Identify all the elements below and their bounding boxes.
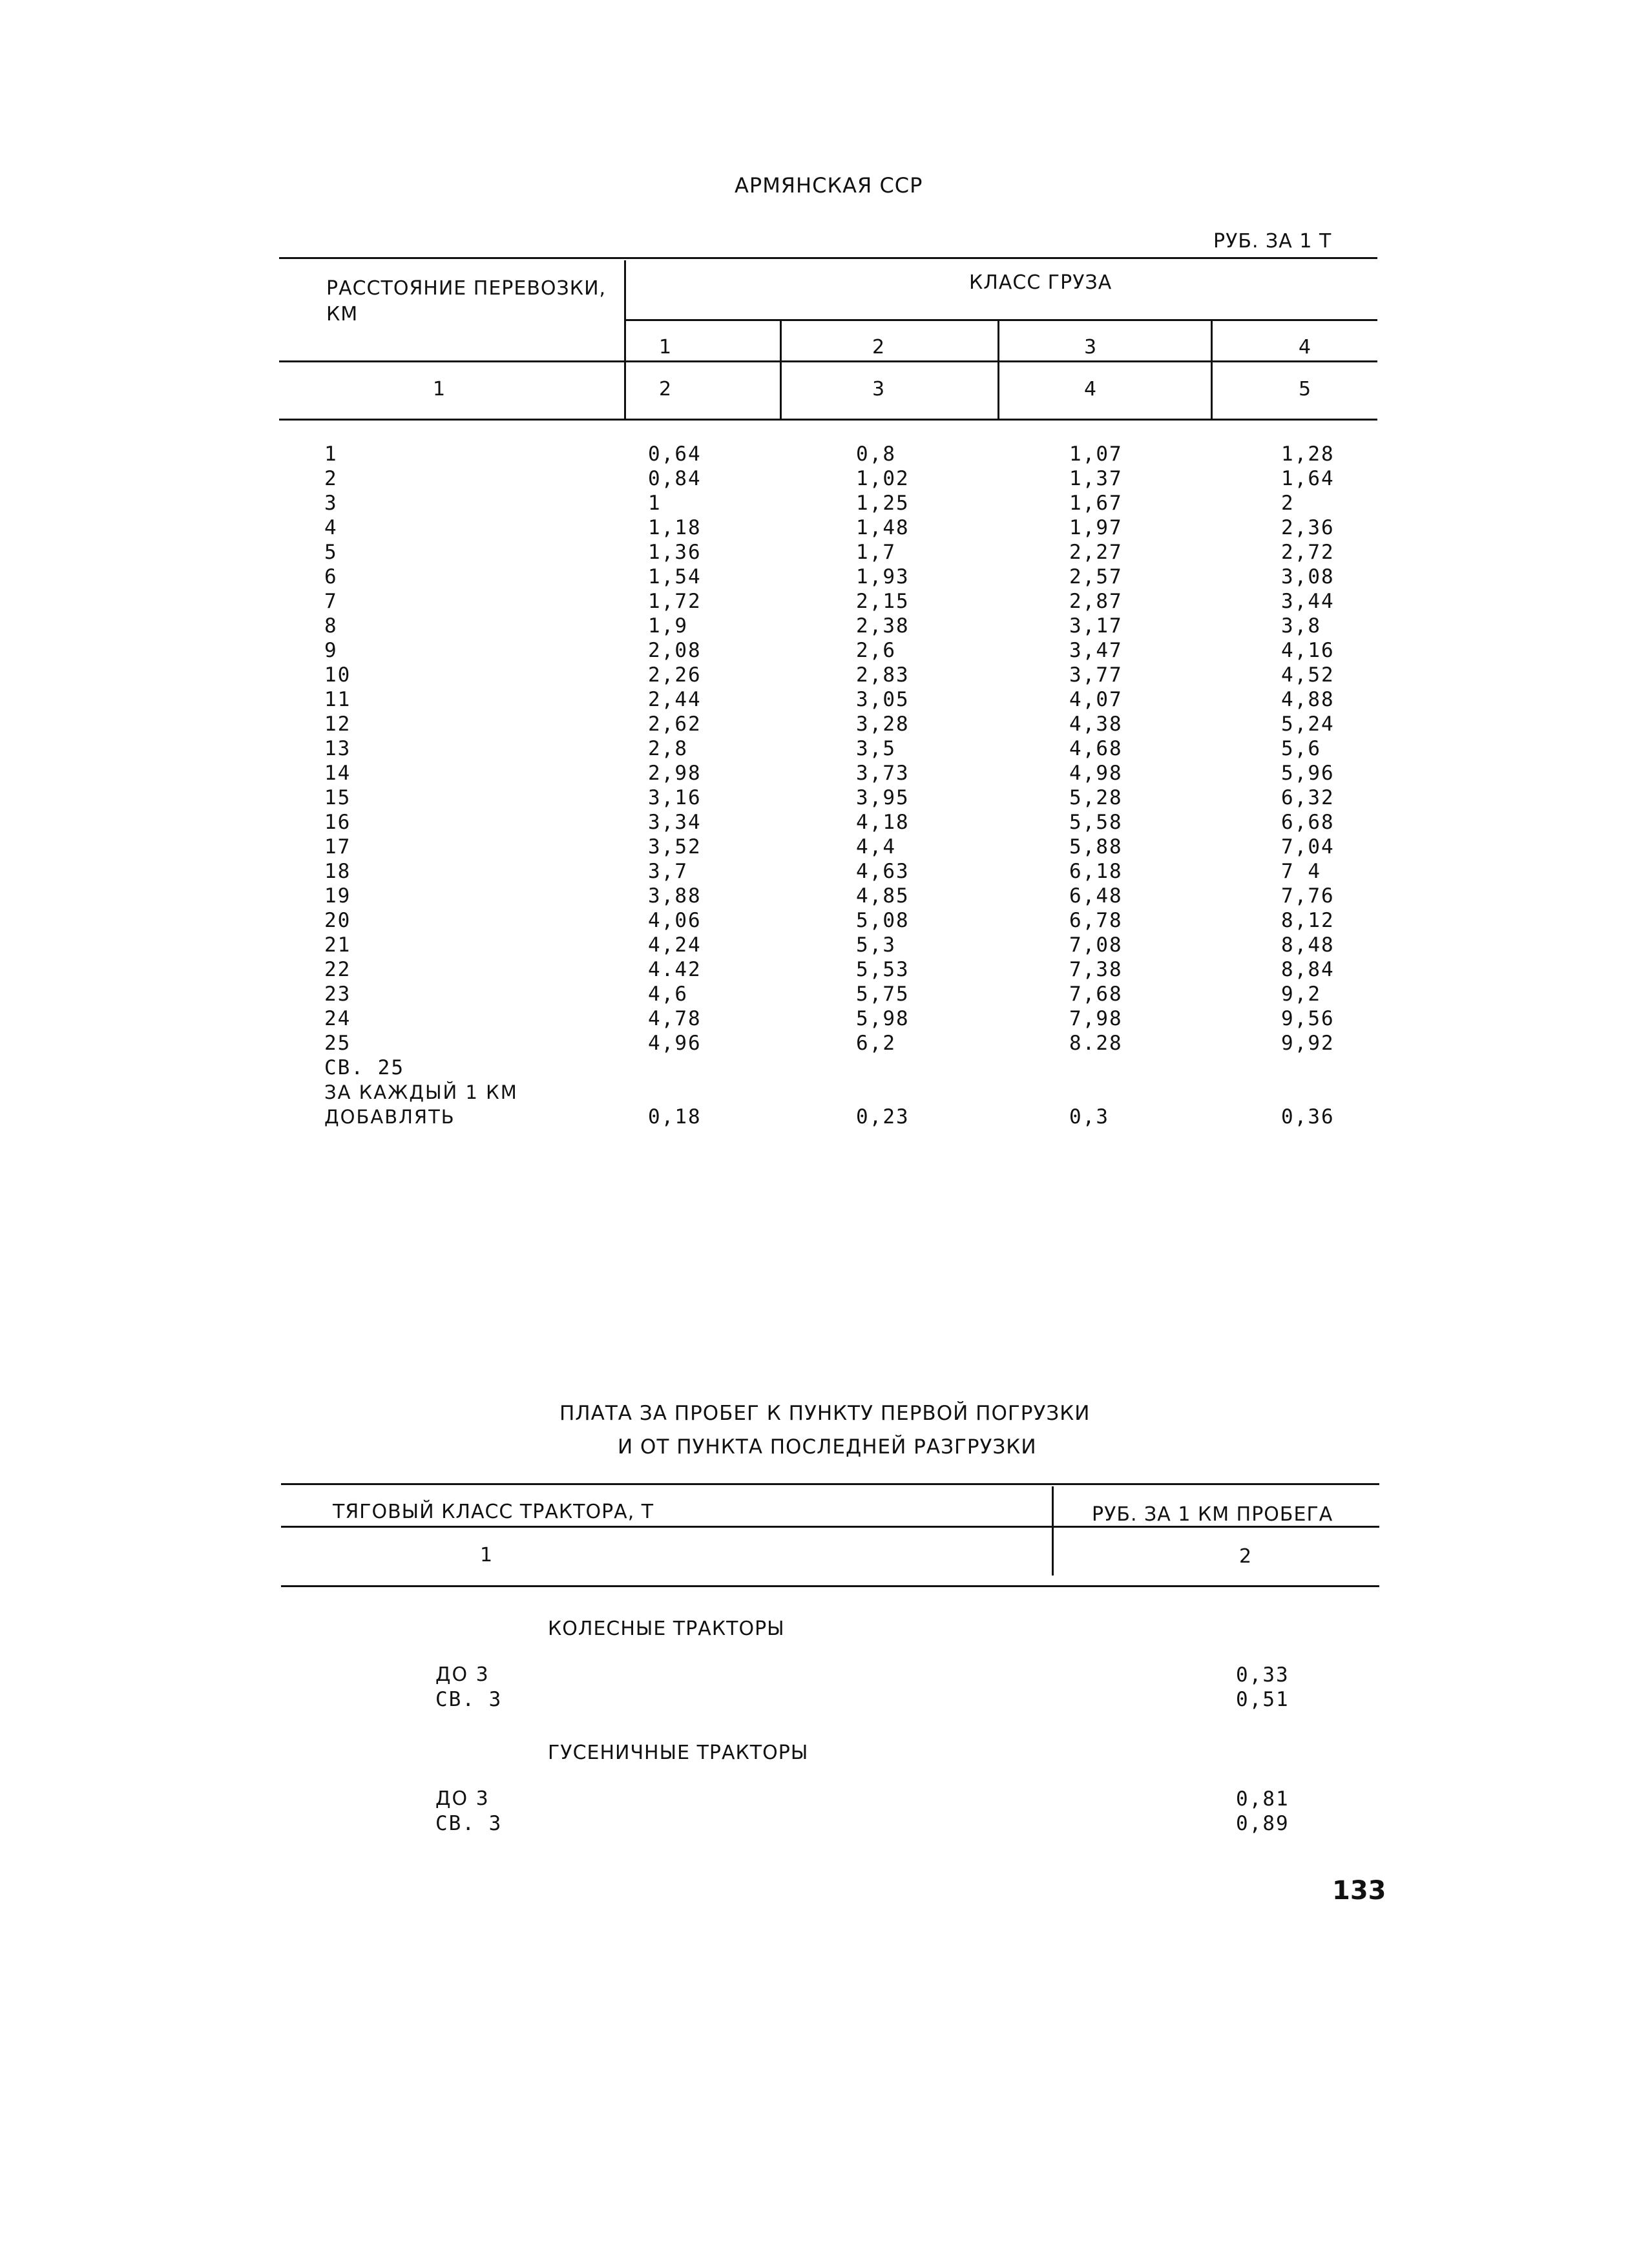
column-number-3: 3	[872, 378, 886, 401]
tariff-cell-class-1: 1	[648, 492, 662, 515]
tariff-cell-class-4: 3,08	[1281, 565, 1335, 588]
tariff-cell-class-1: 2,8	[648, 737, 688, 760]
tariff-cell-class-3: 2,87	[1069, 590, 1123, 613]
tariff-cell-class-4: 9,56	[1281, 1007, 1335, 1030]
tariff-cell-class-2: 3,73	[856, 762, 910, 785]
class-number-3: 3	[1084, 336, 1098, 359]
distance-cell: 8	[324, 614, 338, 638]
section2-col2-header: РУБ. ЗА 1 КМ ПРОБЕГА	[1092, 1503, 1333, 1526]
distance-cell: 9	[324, 639, 338, 662]
section2-title-line1: ПЛАТА ЗА ПРОБЕГ К ПУНКТУ ПЕРВОЙ ПОГРУЗКИ	[559, 1402, 1091, 1425]
distance-cell: 13	[324, 737, 351, 760]
tariff-cell-class-2: 3,05	[856, 688, 910, 711]
table-top-rule	[279, 257, 1377, 259]
column-number-1: 1	[433, 378, 446, 401]
extra-line-2: ЗА КАЖДЫЙ 1 КМ	[324, 1081, 518, 1103]
tariff-cell-class-2: 5,08	[856, 909, 910, 932]
tariff-cell-class-2: 2,6	[856, 639, 896, 662]
group1-row1-value: 0,33	[1236, 1663, 1290, 1687]
tariff-cell-class-1: 4,06	[648, 909, 702, 932]
distance-cell: 10	[324, 663, 351, 687]
class-number-1: 1	[659, 336, 673, 359]
tariff-cell-class-1: 1,54	[648, 565, 702, 588]
class-number-4: 4	[1299, 336, 1312, 359]
tariff-cell-class-2: 5,98	[856, 1007, 910, 1030]
section2-top-rule	[281, 1483, 1379, 1485]
distance-cell: 17	[324, 835, 351, 858]
tariff-cell-class-2: 3,5	[856, 737, 896, 760]
tariff-cell-class-2: 3,28	[856, 713, 910, 736]
tariff-cell-class-3: 1,07	[1069, 442, 1123, 466]
section2-divider	[1052, 1486, 1054, 1576]
distance-cell: 21	[324, 933, 351, 957]
class-rule	[626, 319, 1377, 321]
extra-line-3: ДОБАВЛЯТЬ	[324, 1106, 455, 1128]
column-number-2: 2	[659, 378, 673, 401]
tariff-cell-class-3: 7,38	[1069, 958, 1123, 981]
tariff-cell-class-3: 6,18	[1069, 860, 1123, 883]
extra-value-1: 0,18	[648, 1105, 702, 1129]
group2-row1-value: 0,81	[1236, 1787, 1290, 1811]
tariff-cell-class-3: 4,38	[1069, 713, 1123, 736]
tariff-cell-class-4: 7,76	[1281, 884, 1335, 908]
extra-value-3: 0,3	[1069, 1105, 1109, 1129]
distance-cell: 25	[324, 1032, 351, 1055]
tariff-cell-class-4: 8,84	[1281, 958, 1335, 981]
tariff-cell-class-1: 1,18	[648, 516, 702, 539]
tariff-cell-class-1: 4.42	[648, 958, 702, 981]
tariff-cell-class-3: 6,78	[1069, 909, 1123, 932]
tariff-cell-class-2: 3,95	[856, 786, 910, 809]
tariff-cell-class-2: 1,7	[856, 541, 896, 564]
header-bottom-rule	[279, 419, 1377, 421]
distance-cell: 5	[324, 541, 338, 564]
tariff-cell-class-1: 4,96	[648, 1032, 702, 1055]
distance-cell: 7	[324, 590, 338, 613]
tariff-cell-class-3: 6,48	[1069, 884, 1123, 908]
group2-row1-label: ДО 3	[435, 1787, 490, 1810]
tariff-cell-class-1: 1,36	[648, 541, 702, 564]
tariff-cell-class-3: 5,28	[1069, 786, 1123, 809]
tariff-cell-class-2: 1,93	[856, 565, 910, 588]
tariff-cell-class-4: 7,04	[1281, 835, 1335, 858]
tariff-cell-class-1: 0,84	[648, 467, 702, 490]
extra-value-4: 0,36	[1281, 1105, 1335, 1129]
section2-col1-header: ТЯГОВЫЙ КЛАСС ТРАКТОРА, Т	[333, 1501, 654, 1523]
tariff-cell-class-1: 4,78	[648, 1007, 702, 1030]
tariff-cell-class-1: 2,26	[648, 663, 702, 687]
section2-column-number-2: 2	[1239, 1545, 1253, 1568]
tariff-cell-class-4: 9,92	[1281, 1032, 1335, 1055]
tariff-cell-class-1: 2,62	[648, 713, 702, 736]
distance-header: РАССТОЯНИЕ ПЕРЕВОЗКИ, КМ	[326, 277, 607, 326]
tariff-cell-class-3: 4,98	[1069, 762, 1123, 785]
distance-cell: 4	[324, 516, 338, 539]
tariff-cell-class-3: 4,07	[1069, 688, 1123, 711]
tariff-cell-class-4: 5,24	[1281, 713, 1335, 736]
page-number: 133	[1332, 1876, 1386, 1906]
tariff-cell-class-2: 4,63	[856, 860, 910, 883]
page-title: АРМЯНСКАЯ ССР	[735, 173, 923, 198]
tariff-cell-class-4: 5,96	[1281, 762, 1335, 785]
class-number-2: 2	[872, 336, 886, 359]
tariff-cell-class-4: 8,48	[1281, 933, 1335, 957]
tariff-cell-class-4: 1,64	[1281, 467, 1335, 490]
tariff-cell-class-4: 4,88	[1281, 688, 1335, 711]
distance-cell: 14	[324, 762, 351, 785]
tariff-cell-class-1: 2,44	[648, 688, 702, 711]
section2-header-rule	[281, 1526, 1379, 1528]
tariff-cell-class-3: 7,08	[1069, 933, 1123, 957]
tariff-cell-class-4: 2,36	[1281, 516, 1335, 539]
distance-cell: 19	[324, 884, 351, 908]
tariff-cell-class-4: 6,68	[1281, 811, 1335, 834]
tariff-cell-class-1: 3,88	[648, 884, 702, 908]
tariff-cell-class-3: 3,47	[1069, 639, 1123, 662]
tariff-cell-class-1: 0,64	[648, 442, 702, 466]
col-divider-4	[1211, 321, 1213, 419]
extra-line-1: СВ. 25	[324, 1056, 404, 1079]
tariff-cell-class-2: 5,53	[856, 958, 910, 981]
tariff-cell-class-4: 7 4	[1281, 860, 1321, 883]
cargo-class-header: КЛАСС ГРУЗА	[969, 271, 1112, 294]
distance-cell: 22	[324, 958, 351, 981]
tariff-cell-class-2: 1,25	[856, 492, 910, 515]
tariff-cell-class-1: 2,08	[648, 639, 702, 662]
distance-cell: 24	[324, 1007, 351, 1030]
distance-cell: 16	[324, 811, 351, 834]
tariff-cell-class-3: 2,57	[1069, 565, 1123, 588]
tariff-cell-class-3: 2,27	[1069, 541, 1123, 564]
group1-row2-label: СВ. 3	[435, 1688, 503, 1711]
tariff-cell-class-2: 4,85	[856, 884, 910, 908]
tariff-cell-class-4: 3,8	[1281, 614, 1321, 638]
distance-cell: 12	[324, 713, 351, 736]
col-divider-2	[780, 321, 782, 419]
group1-row1-label: ДО 3	[435, 1663, 490, 1686]
tariff-cell-class-2: 4,18	[856, 811, 910, 834]
tariff-cell-class-2: 1,02	[856, 467, 910, 490]
tariff-cell-class-2: 4,4	[856, 835, 896, 858]
tariff-cell-class-4: 5,6	[1281, 737, 1321, 760]
column-number-4: 4	[1084, 378, 1098, 401]
group1-row2-value: 0,51	[1236, 1688, 1290, 1711]
class-number-rule	[279, 360, 1377, 362]
section2-column-number-1: 1	[480, 1544, 494, 1566]
tariff-cell-class-1: 3,16	[648, 786, 702, 809]
section2-header-bottom-rule	[281, 1585, 1379, 1587]
tariff-cell-class-4: 2,72	[1281, 541, 1335, 564]
distance-cell: 6	[324, 565, 338, 588]
distance-cell: 15	[324, 786, 351, 809]
distance-cell: 3	[324, 492, 338, 515]
col-divider-3	[997, 321, 999, 419]
tariff-cell-class-3: 3,77	[1069, 663, 1123, 687]
tariff-cell-class-3: 5,58	[1069, 811, 1123, 834]
tariff-cell-class-4: 4,52	[1281, 663, 1335, 687]
tariff-cell-class-1: 4,24	[648, 933, 702, 957]
tariff-cell-class-3: 5,88	[1069, 835, 1123, 858]
tariff-cell-class-2: 6,2	[856, 1032, 896, 1055]
tariff-cell-class-3: 1,67	[1069, 492, 1123, 515]
column-number-5: 5	[1299, 378, 1312, 401]
tariff-cell-class-2: 1,48	[856, 516, 910, 539]
tariff-cell-class-1: 3,7	[648, 860, 688, 883]
distance-cell: 1	[324, 442, 338, 466]
distance-cell: 23	[324, 983, 351, 1006]
group2-row2-value: 0,89	[1236, 1812, 1290, 1835]
tariff-cell-class-2: 2,38	[856, 614, 910, 638]
tariff-cell-class-4: 1,28	[1281, 442, 1335, 466]
tariff-cell-class-1: 1,9	[648, 614, 688, 638]
tariff-cell-class-1: 3,52	[648, 835, 702, 858]
extra-value-2: 0,23	[856, 1105, 910, 1129]
tariff-cell-class-3: 7,98	[1069, 1007, 1123, 1030]
tariff-cell-class-3: 8.28	[1069, 1032, 1123, 1055]
tariff-cell-class-3: 3,17	[1069, 614, 1123, 638]
tariff-cell-class-4: 6,32	[1281, 786, 1335, 809]
tariff-cell-class-1: 4,6	[648, 983, 688, 1006]
group-crawler-tractors: ГУСЕНИЧНЫЕ ТРАКТОРЫ	[548, 1742, 809, 1764]
header-divider	[624, 260, 626, 419]
tariff-cell-class-2: 5,3	[856, 933, 896, 957]
tariff-cell-class-4: 3,44	[1281, 590, 1335, 613]
tariff-cell-class-4: 8,12	[1281, 909, 1335, 932]
tariff-cell-class-1: 2,98	[648, 762, 702, 785]
group-wheeled-tractors: КОЛЕСНЫЕ ТРАКТОРЫ	[548, 1618, 785, 1640]
tariff-cell-class-4: 9,2	[1281, 983, 1321, 1006]
tariff-cell-class-2: 2,15	[856, 590, 910, 613]
group2-row2-label: СВ. 3	[435, 1812, 503, 1835]
tariff-cell-class-3: 1,37	[1069, 467, 1123, 490]
units-label: РУБ. ЗА 1 Т	[1213, 230, 1332, 253]
tariff-cell-class-2: 2,83	[856, 663, 910, 687]
tariff-cell-class-4: 4,16	[1281, 639, 1335, 662]
tariff-cell-class-4: 2	[1281, 492, 1295, 515]
tariff-cell-class-2: 5,75	[856, 983, 910, 1006]
section2-title-line2: И ОТ ПУНКТА ПОСЛЕДНЕЙ РАЗГРУЗКИ	[618, 1435, 1037, 1459]
tariff-cell-class-3: 4,68	[1069, 737, 1123, 760]
tariff-cell-class-3: 1,97	[1069, 516, 1123, 539]
tariff-cell-class-3: 7,68	[1069, 983, 1123, 1006]
tariff-cell-class-2: 0,8	[856, 442, 896, 466]
tariff-cell-class-1: 3,34	[648, 811, 702, 834]
distance-cell: 20	[324, 909, 351, 932]
tariff-cell-class-1: 1,72	[648, 590, 702, 613]
distance-cell: 11	[324, 688, 351, 711]
distance-cell: 2	[324, 467, 338, 490]
distance-cell: 18	[324, 860, 351, 883]
